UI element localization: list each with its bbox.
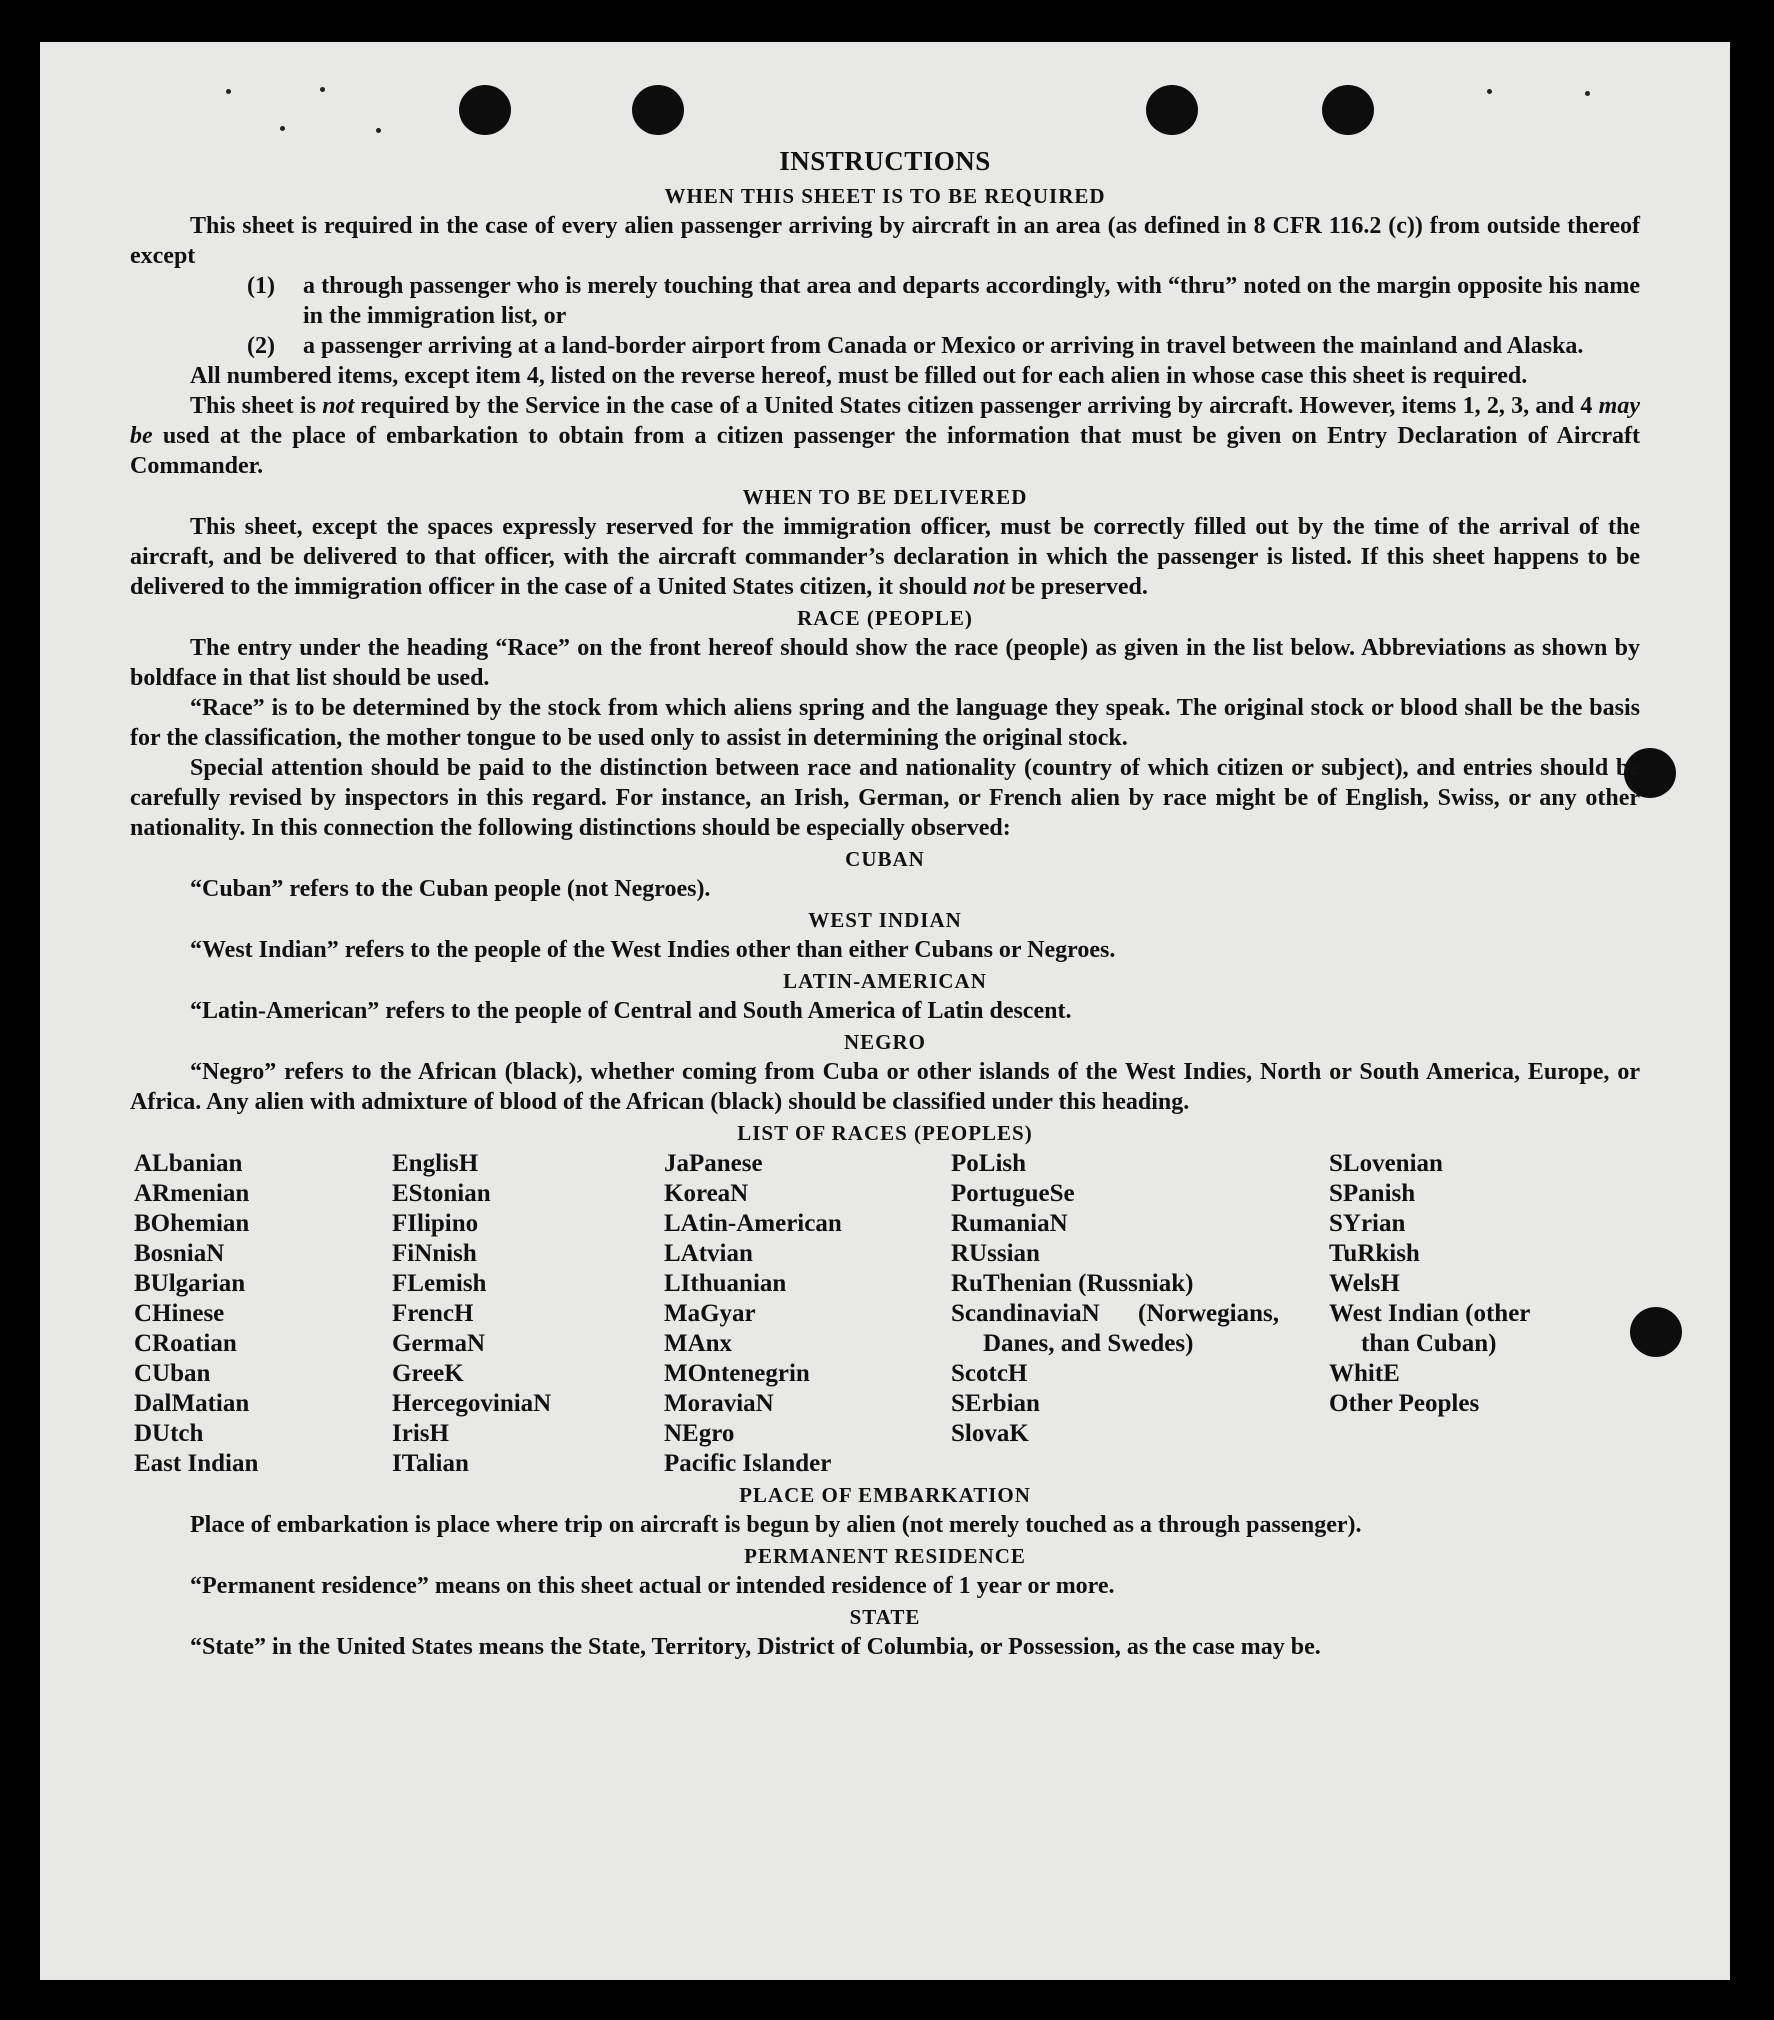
race-entry: LAtvian <box>664 1240 753 1267</box>
race-entry: MoraviaN <box>664 1390 774 1417</box>
cuban-text: “Cuban” refers to the Cuban people (not Negroes). <box>190 876 711 902</box>
race-entry: DalMatian <box>134 1390 250 1417</box>
race-entry: BOhemian <box>134 1210 250 1237</box>
race-entry: NEgro <box>664 1420 735 1447</box>
race-entry: MAnx <box>664 1330 733 1357</box>
section-heading-west-indian: WEST INDIAN <box>808 908 962 932</box>
speck <box>320 87 325 92</box>
italic-not: not <box>322 393 355 419</box>
exception-item-1 <box>247 271 1640 331</box>
race-entry: RumaniaN <box>951 1210 1068 1237</box>
required-paragraph-3 <box>130 391 1640 481</box>
text-span: This sheet is <box>190 393 323 419</box>
race-entry: FLemish <box>392 1270 487 1297</box>
race-entry: MOntenegrin <box>664 1360 810 1387</box>
section-heading-residence: PERMANENT RESIDENCE <box>744 1544 1026 1568</box>
item-number: (1) <box>247 273 275 299</box>
race-paragraph-2: “Race” is to be determined by the stock from which aliens spring and the language they speak. The original stock or blood shall be the basis for the classification, the mother tongue to be used only to assist in determining the original stock. <box>130 695 1640 751</box>
race-entry: ALbanian <box>134 1150 243 1177</box>
text-span: used at the place of embarkation to obtain from a citizen passenger the information that must be given on Entry Declaration of Aircraft Commander. <box>130 423 1640 479</box>
required-intro: This sheet is required in the case of every alien passenger arriving by aircraft in an area (as defined in 8 CFR 116.2 (c)) from outside thereof except <box>130 213 1640 269</box>
race-entry: PortugueSe <box>951 1180 1075 1207</box>
race-entry: TuRkish <box>1329 1240 1420 1267</box>
race-column-4 <box>951 1149 1329 1479</box>
section-heading-latin-american: LATIN-AMERICAN <box>783 969 987 993</box>
section-heading-negro: NEGRO <box>843 1030 926 1054</box>
race-entry: East Indian <box>134 1450 259 1477</box>
race-entry: CUban <box>134 1360 211 1387</box>
race-entry: Pacific Islander <box>664 1450 832 1477</box>
race-column-5 <box>1329 1149 1629 1479</box>
residence-text: “Permanent residence” means on this sheet actual or intended residence of 1 year or more. <box>190 1573 1115 1599</box>
race-list <box>134 1149 1640 1479</box>
section-heading-required: WHEN THIS SHEET IS TO BE REQUIRED <box>664 184 1106 208</box>
race-entry: KoreaN <box>664 1180 749 1207</box>
race-entry: SlovaK <box>951 1420 1029 1447</box>
race-entry: CHinese <box>134 1300 225 1327</box>
speck <box>1487 89 1492 94</box>
race-entry: BUlgarian <box>134 1270 246 1297</box>
item-number: (2) <box>247 333 275 359</box>
race-entry: WelsH <box>1329 1270 1400 1297</box>
exception-item-2 <box>247 331 1640 361</box>
text-span: This sheet, except the spaces expressly reserved for the immigration officer, must be correctly filled out by the time of the arrival of the aircraft, and be delivered to that officer, with the aircraft commander’s declaration in which the passenger is listed. If this sheet happens to be delivered to the immigration officer in the case of a United States citizen, it should <box>130 514 1640 600</box>
text-span: be preserved. <box>1005 574 1148 600</box>
punch-hole <box>632 85 684 135</box>
race-entry: EnglisH <box>392 1150 479 1177</box>
race-entry: EStonian <box>392 1180 491 1207</box>
race-entry: SLovenian <box>1329 1150 1443 1177</box>
state-text: “State” in the United States means the State, Territory, District of Columbia, or Possession, as the case may be. <box>190 1634 1321 1660</box>
race-entry: ARmenian <box>134 1180 250 1207</box>
race-entry: SPanish <box>1329 1180 1416 1207</box>
race-entry: FrencH <box>392 1300 474 1327</box>
race-column-2 <box>392 1149 664 1479</box>
instructions-content <box>130 142 1640 1662</box>
item-text: a passenger arriving at a land-border airport from Canada or Mexico or arriving in travel between the mainland and Alaska. <box>303 333 1584 359</box>
race-entry: ScotcH <box>951 1360 1028 1387</box>
punch-hole <box>1146 85 1198 135</box>
race-entry: West Indian (other <box>1329 1300 1531 1327</box>
item-text: a through passenger who is merely touching that area and departs accordingly, with “thru” noted on the margin opposite his name in the immigration list, or <box>303 273 1640 329</box>
speck <box>376 128 381 133</box>
section-heading-delivered: WHEN TO BE DELIVERED <box>742 485 1028 509</box>
section-heading-race: RACE (PEOPLE) <box>797 606 973 630</box>
race-entry: HercegoviniaN <box>392 1390 552 1417</box>
speck <box>1585 91 1590 96</box>
punch-hole <box>1322 85 1374 135</box>
race-entry: WhitE <box>1329 1360 1400 1387</box>
race-entry: LIthuanian <box>664 1270 787 1297</box>
text-span: required by the Service in the case of a United States citizen passenger arriving by aircraft. However, items 1, 2, 3, and 4 <box>354 393 1599 419</box>
race-paragraph-1: The entry under the heading “Race” on the front hereof should show the race (people) as given in the list below. Abbreviations as shown by boldface in that list should be used. <box>130 635 1640 691</box>
punch-hole <box>459 85 511 135</box>
section-heading-embarkation: PLACE OF EMBARKATION <box>739 1483 1031 1507</box>
race-entry: JaPanese <box>664 1150 763 1177</box>
race-entry: RuThenian (Russniak) <box>951 1270 1194 1297</box>
section-heading-state: STATE <box>849 1605 921 1629</box>
race-column-1 <box>134 1149 392 1479</box>
speck <box>226 89 231 94</box>
latin-american-text: “Latin-American” refers to the people of Central and South America of Latin descent. <box>190 998 1072 1024</box>
race-entry: MaGyar <box>664 1300 756 1327</box>
race-paragraph-3: Special attention should be paid to the distinction between race and nationality (country of which citizen or subject), and entries should be carefully revised by inspectors in this regard. For instance, an Irish, German, or French alien by race might be of English, Swiss, or any other nationality. In this connection the following distinctions should be especially observed: <box>130 755 1640 841</box>
race-column-3 <box>664 1149 951 1479</box>
race-entry: GreeK <box>392 1360 464 1387</box>
negro-text: “Negro” refers to the African (black), whether coming from Cuba or other islands of the West Indies, North or South America, Europe, or Africa. Any alien with admixture of blood of the African (black) should be classified under this heading. <box>130 1059 1640 1115</box>
race-entry-continued: than Cuban) <box>1361 1330 1497 1357</box>
race-entry: Other Peoples <box>1329 1390 1480 1417</box>
race-entry: GermaN <box>392 1330 486 1357</box>
race-entry: LAtin-American <box>664 1210 842 1237</box>
italic-not: not <box>973 574 1006 600</box>
west-indian-text: “West Indian” refers to the people of the West Indies other than either Cubans or Negroes. <box>190 937 1116 963</box>
delivered-paragraph <box>130 512 1640 602</box>
required-paragraph-2: All numbered items, except item 4, listed on the reverse hereof, must be filled out for each alien in whose case this sheet is required. <box>190 363 1528 389</box>
section-heading-cuban: CUBAN <box>845 847 925 871</box>
race-entry: SYrian <box>1329 1210 1406 1237</box>
page-title: INSTRUCTIONS <box>779 146 991 176</box>
italic-may-be: may be <box>130 393 1640 449</box>
race-entry: BosniaN <box>134 1240 225 1267</box>
race-entry: FIlipino <box>392 1210 479 1237</box>
race-entry: RUssian <box>951 1240 1040 1267</box>
embarkation-text: Place of embarkation is place where trip on aircraft is begun by alien (not merely touched as a through passenger). <box>190 1512 1362 1538</box>
speck <box>280 126 285 131</box>
race-entry: ScandinaviaN (Norwegians, Danes, and Swedes) <box>951 1300 1279 1357</box>
race-entry: SErbian <box>951 1390 1040 1417</box>
race-entry: ITalian <box>392 1450 469 1477</box>
race-entry: CRoatian <box>134 1330 237 1357</box>
race-entry: FiNnish <box>392 1240 477 1267</box>
race-entry: DUtch <box>134 1420 204 1447</box>
document-sheet <box>40 42 1730 1980</box>
section-heading-list-of-races: LIST OF RACES (PEOPLES) <box>737 1121 1033 1145</box>
race-entry: PoLish <box>951 1150 1027 1177</box>
race-entry: IrisH <box>392 1420 449 1447</box>
